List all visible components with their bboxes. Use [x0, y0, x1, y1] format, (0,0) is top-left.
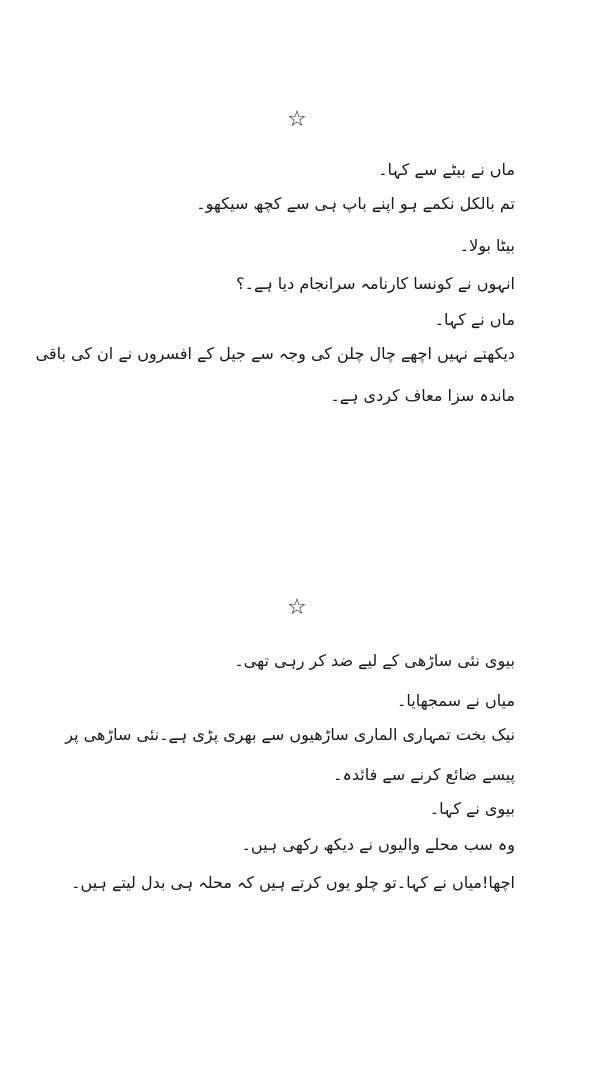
- story-line: ماں نے کہا۔: [434, 310, 515, 329]
- story-line: ماندہ سزا معاف کردی ہے۔: [330, 386, 515, 405]
- story-line: بیوی نئی ساڑھی کے لیے ضد کر رہی تھی۔: [234, 651, 515, 670]
- story-line: میاں نے سمجھایا۔: [397, 691, 515, 710]
- star-icon: ☆: [287, 595, 307, 620]
- story-line: انہوں نے کونسا کارنامہ سرانجام دیا ہے۔؟: [236, 274, 515, 293]
- story-one: [35, 152, 515, 414]
- story-two: [65, 643, 515, 905]
- story-line: ماں نے بیٹے سے کہا۔: [378, 160, 515, 179]
- story-line: تم بالکل نکمے ہو اپنے باپ ہی سے کچھ سیکھو۔: [196, 194, 515, 213]
- story-line: بیٹا بولا۔: [459, 236, 515, 255]
- story-line: بیوی نے کہا۔: [429, 799, 515, 818]
- story-line: نیک بخت تمہاری الماری ساڑھیوں سے بھری پڑی ہے۔نئی ساڑھی پر: [65, 725, 515, 744]
- star-icon: ☆: [287, 107, 307, 132]
- story-line: وہ سب محلے والیوں نے دیکھ رکھی ہیں۔: [241, 835, 515, 854]
- story-line: دیکھتے نہیں اچھے چال چلن کی وجہ سے جیل کے افسروں نے ان کی باقی: [35, 344, 515, 363]
- story-line: اچھا!میاں نے کہا۔تو چلو یوں کرتے ہیں کہ محلہ ہی بدل لیتے ہیں۔: [71, 873, 515, 892]
- story-line: پیسے ضائع کرنے سے فائدہ۔: [333, 765, 515, 784]
